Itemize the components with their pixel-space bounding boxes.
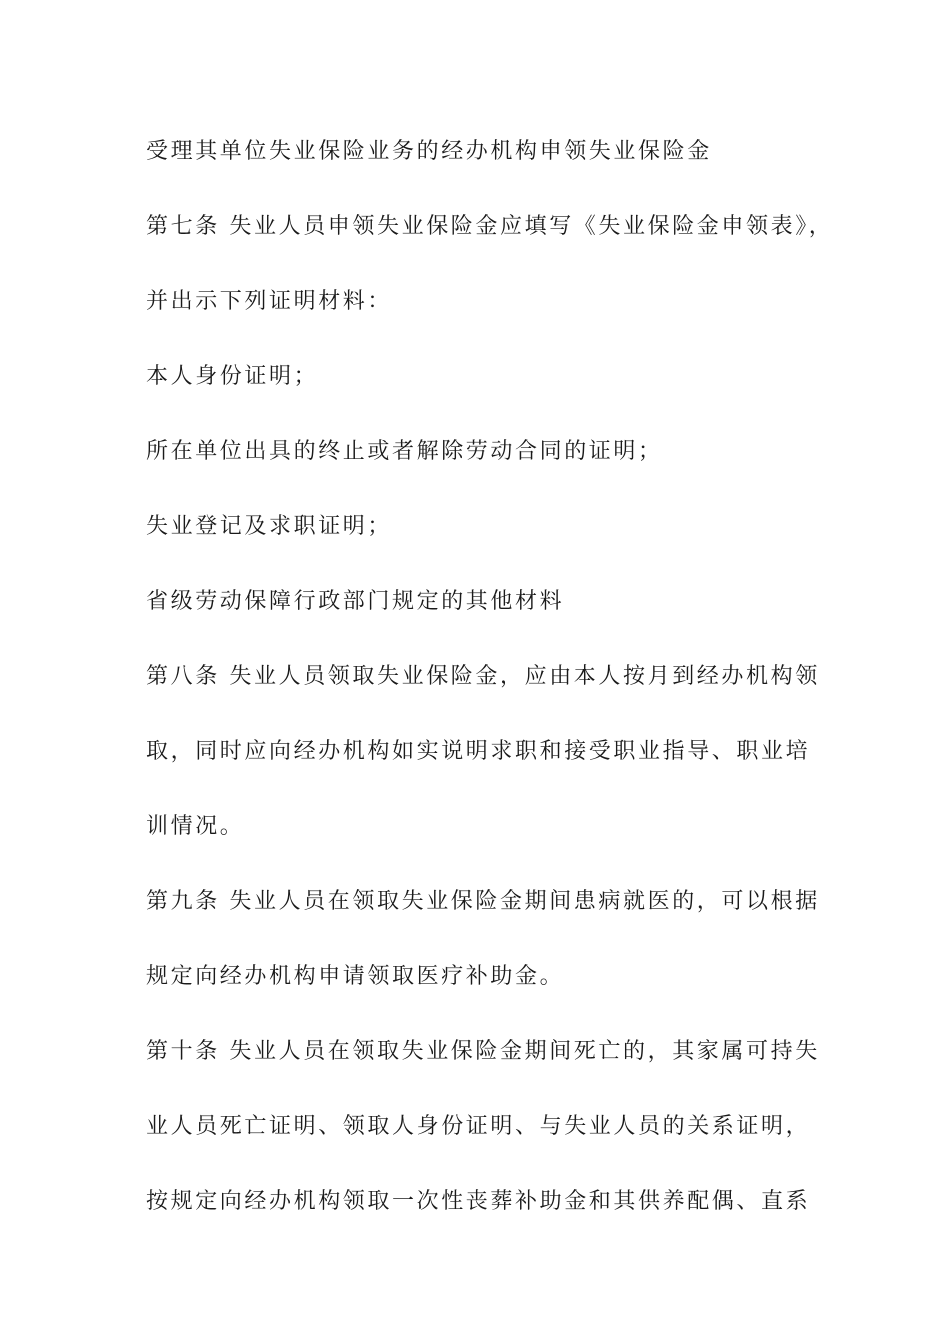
text-line: 按规定向经办机构领取一次性丧葬补助金和其供养配偶、直系 [146,1189,811,1214]
text-line: 失业登记及求职证明； [146,514,393,539]
text-line: 受理其单位失业保险业务的经办机构申领失业保险金 [146,139,712,164]
text-line: 业人员死亡证明、领取人身份证明、与失业人员的关系证明， [146,1114,811,1139]
text-line: 第十条 失业人员在领取失业保险金期间死亡的，其家属可持失 [146,1039,820,1064]
text-line: 训情况。 [146,814,245,839]
text-line: 取，同时应向经办机构如实说明求职和接受职业指导、职业培 [146,739,811,764]
text-line: 第八条 失业人员领取失业保险金，应由本人按月到经办机构领 [146,664,820,689]
text-line: 省级劳动保障行政部门规定的其他材料 [146,589,565,614]
text-line: 规定向经办机构申请领取医疗补助金。 [146,964,565,989]
text-line: 并出示下列证明材料： [146,289,393,314]
text-line: 第九条 失业人员在领取失业保险金期间患病就医的，可以根据 [146,889,820,914]
text-line: 第七条 失业人员申领失业保险金应填写《失业保险金申领表》， [146,214,834,239]
text-line: 所在单位出具的终止或者解除劳动合同的证明； [146,439,663,464]
text-line: 本人身份证明； [146,364,319,389]
